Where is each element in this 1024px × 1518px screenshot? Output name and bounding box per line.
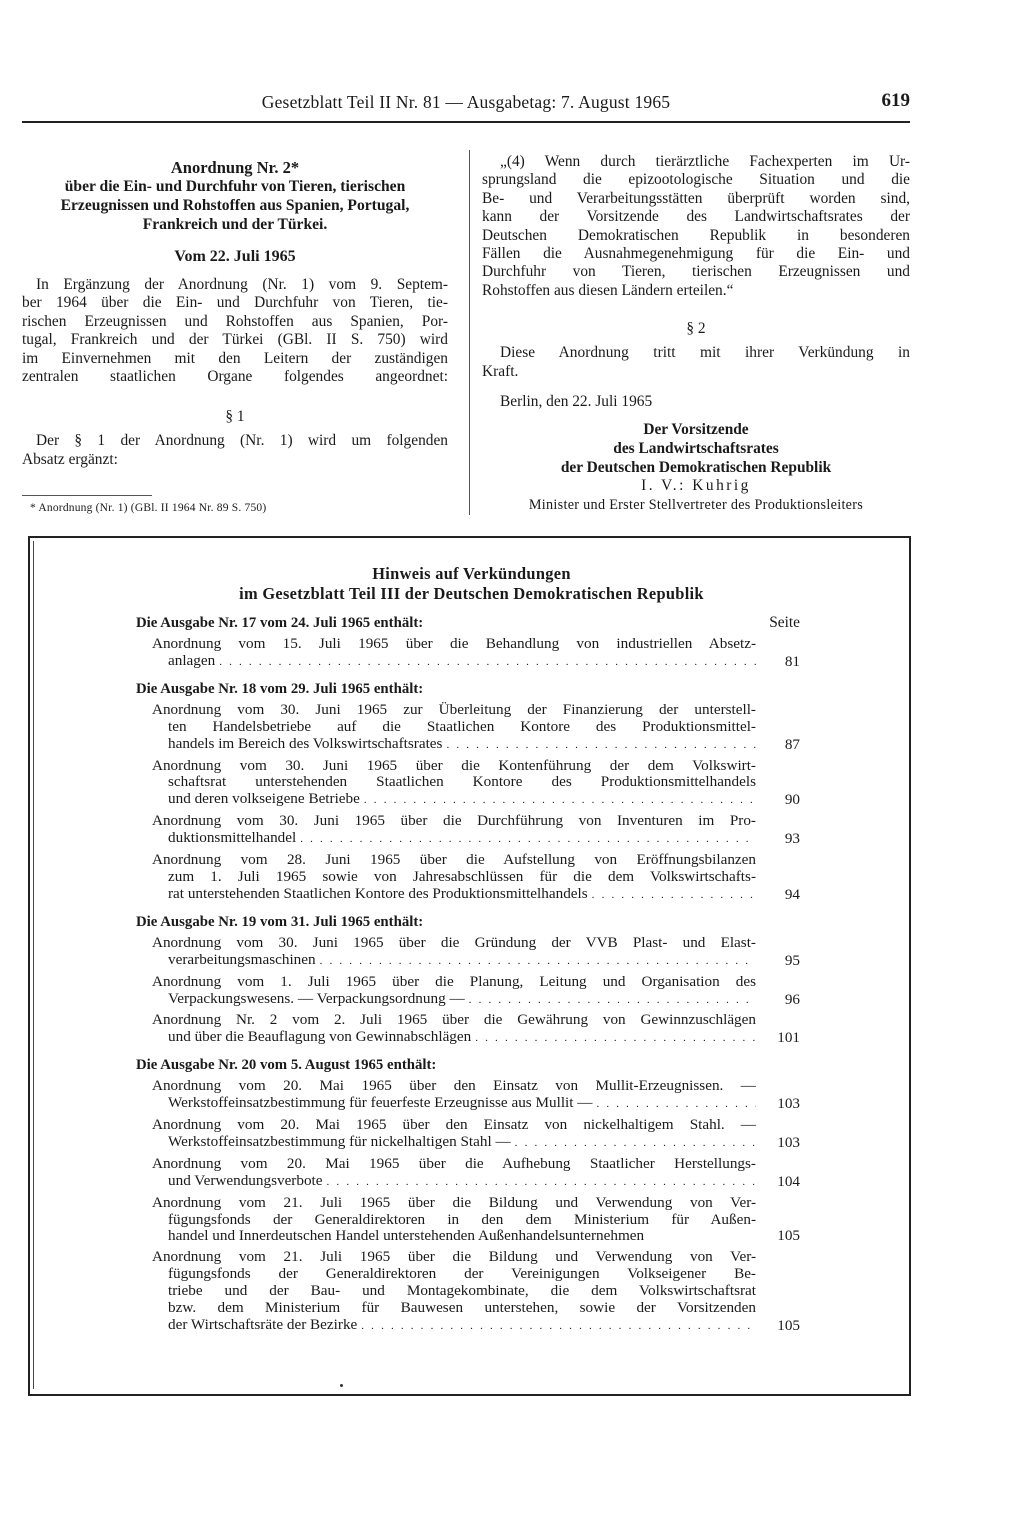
issue-heading-text: Die Ausgabe Nr. 19 vom 31. Juli 1965 enthält: — [136, 913, 424, 930]
signatory-name: I. V.: Kuhrig — [641, 477, 751, 495]
quote-line: Durchfuhr von Tieren, tierischen Erzeugnissen und — [482, 263, 910, 281]
notice-title-line: Hinweis auf Verkündungen — [372, 564, 571, 583]
entry-last-line — [152, 653, 756, 671]
signature-block — [482, 421, 910, 514]
entry-line: Anordnung vom 15. Juli 1965 über die Behandlung von industriellen Absetz- — [152, 635, 756, 652]
intro-line: ber 1964 über die Ein- und Durchfuhr von Tieren, tie- — [22, 294, 448, 312]
dot-leader — [215, 653, 756, 671]
left-column — [22, 158, 448, 514]
entry-line: Anordnung vom 20. Mai 1965 über den Einsatz von Mullit-Erzeugnissen. — — [152, 1077, 756, 1095]
signatory-title: Minister und Erster Stellvertreter des Produktionsleiters — [528, 496, 864, 513]
section-1-heading: § 1 — [225, 408, 245, 426]
publication-notice-box — [28, 536, 911, 1396]
entry-last-line — [152, 1029, 756, 1047]
dot-leader — [357, 1317, 756, 1335]
publication-entry — [152, 1078, 800, 1113]
entry-line: der Wirtschaftsräte der Bezirke — [168, 1316, 358, 1333]
entry-page-number: 105 — [777, 1317, 800, 1334]
entry-line: bzw. dem Ministerium für Bauwesen unterstehen, sowie der Vorsitzenden — [168, 1299, 756, 1317]
entry-line: fügungsfonds der Generaldirektoren in den dem Ministerium für Außen- — [168, 1210, 756, 1228]
entry-page-number: 104 — [777, 1172, 800, 1190]
entry-page-number: 90 — [784, 791, 800, 809]
entry-page-number: 94 — [784, 885, 800, 903]
signature-line: der Deutschen Demokratischen Republik — [560, 458, 832, 476]
entry-line: handels im Bereich des Volkswirtschaftsrates — [168, 734, 443, 752]
dot-leader — [588, 886, 756, 904]
box-inner-rule — [33, 541, 34, 1389]
intro-line: In Ergänzung der Anordnung (Nr. 1) vom 9. Septem- — [36, 276, 448, 293]
entry-line: Anordnung vom 20. Mai 1965 über die Aufhebung Staatlicher Herstellungs- — [152, 1154, 756, 1172]
entry-line: triebe und der Bau- und Montagekombinate, die dem Volkswirtschaftsrat — [168, 1282, 756, 1300]
quoted-paragraph — [482, 153, 910, 300]
column-divider — [469, 150, 470, 515]
publication-entry — [152, 1117, 800, 1152]
ordinance-date: Vom 22. Juli 1965 — [174, 248, 296, 265]
entry-last-line — [152, 1317, 756, 1335]
dot-leader — [442, 736, 756, 754]
ordinance-title-line: Anordnung Nr. 2* — [170, 158, 300, 177]
entry-line: Anordnung Nr. 2 vom 2. Juli 1965 über die Gewährung von Gewinnzuschlägen — [152, 1011, 756, 1029]
footnote: * Anordnung (Nr. 1) (GBl. II 1964 Nr. 89 S. 750) — [30, 502, 267, 515]
entry-page-number: 105 — [777, 1227, 800, 1245]
publication-entry — [152, 702, 800, 754]
publication-list — [136, 614, 800, 1335]
publication-entry — [152, 1195, 800, 1246]
intro-paragraph — [22, 276, 448, 386]
entry-page-number: 103 — [777, 1133, 800, 1151]
entry-line: duktionsmittelhandel — [168, 829, 297, 847]
publication-entry — [152, 935, 800, 970]
publication-entry — [152, 636, 800, 671]
entry-line: anlagen — [168, 651, 216, 669]
signature-line: des Landwirtschaftsrates — [613, 440, 779, 458]
entry-page-number: 96 — [784, 990, 800, 1008]
intro-line: zentralen staatlichen Organe folgendes angeordnet: — [22, 368, 448, 386]
intro-line: rischen Erzeugnissen und Rohstoffen aus Spanien, Por- — [22, 312, 448, 330]
page-number: 619 — [881, 90, 910, 111]
quote-line: Fällen die Ausnahmegenehmigung für die Ein- und — [482, 245, 910, 263]
entry-line: Anordnung vom 30. Juni 1965 zur Überleitung der Finanzierung der unterstell- — [152, 700, 756, 718]
quote-line: „(4) Wenn durch tierärztliche Fachexperten im Ur- — [500, 153, 910, 170]
section-1-line: Absatz ergänzt: — [22, 450, 118, 468]
dot-leader — [296, 830, 756, 848]
entry-last-line — [152, 1095, 756, 1113]
entry-line: Werkstoffeinsatzbestimmung für feuerfeste Erzeugnisse aus Mullit — — [168, 1094, 593, 1112]
publication-entry — [152, 758, 800, 810]
dot-leader — [471, 1029, 756, 1047]
entry-last-line — [152, 736, 756, 754]
running-title: Gesetzblatt Teil II Nr. 81 — Ausgabetag: 7. August 1965 — [261, 92, 671, 112]
entry-line: ten Handelsbetriebe auf die Staatlichen Kontore des Produktionsmittel- — [168, 717, 756, 735]
print-speck — [340, 1384, 343, 1387]
entry-page-number: 103 — [777, 1095, 800, 1113]
entry-last-line — [152, 791, 756, 809]
entry-page-number: 87 — [784, 735, 800, 753]
dot-leader — [592, 1095, 756, 1113]
entry-line: handel und Innerdeutschen Handel unterstehenden Außenhandelsunternehmen — [168, 1227, 645, 1245]
entry-line: Anordnung vom 30. Juni 1965 über die Durchführung von Inventuren im Pro- — [152, 812, 756, 830]
entry-line: und Verwendungsverbote — [168, 1171, 323, 1189]
place-date: Berlin, den 22. Juli 1965 — [500, 393, 653, 411]
entry-line: zum 1. Juli 1965 sowie von Jahresabschlüssen für die dem Volkswirtschafts- — [168, 867, 756, 885]
ordinance-title-line: Frankreich und der Türkei. — [142, 216, 328, 233]
publication-entry — [152, 974, 800, 1009]
quote-line: sprungsland die epizootologische Situation und die — [482, 171, 910, 189]
issue-heading-text: Die Ausgabe Nr. 18 vom 29. Juli 1965 enthält: — [136, 680, 424, 697]
entry-line: Anordnung vom 30. Juni 1965 über die Kontenführung der dem Volkswirt- — [152, 756, 756, 774]
entry-line: Werkstoffeinsatzbestimmung für nickelhaltigen Stahl — — [168, 1132, 511, 1150]
section-2-line: Diese Anordnung tritt mit ihrer Verkündung in — [500, 344, 910, 362]
issue-heading-text: Die Ausgabe Nr. 17 vom 24. Juli 1965 enthält: — [136, 615, 424, 631]
issue-heading-text: Die Ausgabe Nr. 20 vom 5. August 1965 enthält: — [136, 1057, 437, 1074]
entry-line: rat unterstehenden Staatlichen Kontore des Produktionsmittelhandels — [168, 884, 588, 902]
dot-leader — [511, 1134, 756, 1152]
notice-title-line: im Gesetzblatt Teil III der Deutschen Demokratischen Republik — [239, 584, 704, 603]
entry-line: verarbeitungsmaschinen — [168, 950, 316, 968]
issue-heading — [136, 913, 800, 931]
section-2-text — [482, 344, 910, 381]
publication-entry — [152, 1012, 800, 1047]
publication-entry — [152, 813, 800, 848]
section-2-heading: § 2 — [686, 320, 706, 338]
entry-last-line — [152, 952, 756, 970]
entry-line: Anordnung vom 1. Juli 1965 über die Planung, Leitung und Organisation des — [152, 972, 756, 990]
quote-line: Rohstoffen aus diesen Ländern erteilen.“ — [482, 281, 734, 299]
section-1-text — [22, 432, 448, 469]
entry-line: Anordnung vom 30. Juni 1965 über die Gründung der VVB Plast- und Elast- — [152, 933, 756, 951]
page-column-label: Seite — [769, 614, 800, 631]
entry-last-line — [152, 1228, 756, 1245]
dot-leader — [323, 1173, 756, 1191]
entry-page-number: 101 — [777, 1029, 800, 1047]
publication-entry — [152, 1249, 800, 1335]
dot-leader — [465, 991, 756, 1009]
running-header — [22, 88, 910, 124]
intro-line: im Einvernehmen mit den Leitern der zuständigen — [22, 349, 448, 367]
entry-last-line — [152, 1134, 756, 1152]
entry-line: Verpackungswesens. — Verpackungsordnung — — [168, 989, 465, 1007]
intro-line: tugal, Frankreich und der Türkei (GBl. II S. 750) wird — [22, 331, 448, 349]
dot-leader — [360, 791, 756, 809]
issue-heading — [136, 1056, 800, 1074]
quote-line: Be- und Verarbeitungsstätten überprüft worden sind, — [482, 189, 910, 207]
section-2-line: Kraft. — [482, 362, 519, 380]
entry-last-line — [152, 1173, 756, 1191]
notice-title — [30, 564, 913, 604]
entry-line: schaftsrat unterstehenden Staatlichen Kontore des Produktionsmittelhandels — [168, 773, 756, 791]
entry-page-number: 81 — [784, 652, 800, 670]
entry-line: Anordnung vom 21. Juli 1965 über die Bildung und Verwendung von Ver- — [152, 1193, 756, 1211]
signature-line: Der Vorsitzende — [643, 421, 749, 439]
ordinance-title-line: über die Ein- und Durchfuhr von Tieren, tierischen — [64, 178, 406, 195]
right-column — [482, 153, 910, 514]
entry-line: fügungsfonds der Generaldirektoren der Vereinigungen Volkseigener Be- — [168, 1265, 756, 1283]
entry-line: Anordnung vom 21. Juli 1965 über die Bildung und Verwendung von Ver- — [152, 1248, 756, 1266]
entry-last-line — [152, 830, 756, 848]
entry-line: Anordnung vom 28. Juni 1965 über die Aufstellung von Eröffnungsbilanzen — [152, 851, 756, 869]
entry-page-number: 95 — [784, 951, 800, 969]
entry-last-line — [152, 991, 756, 1009]
entry-line: und deren volkseigene Betriebe — [168, 790, 360, 808]
quote-line: kann der Vorsitzende des Landwirtschaftsrates der — [482, 208, 910, 226]
ordinance-title — [22, 158, 448, 234]
issue-heading — [136, 614, 800, 632]
entry-line: und über die Beauflagung von Gewinnabschlägen — [168, 1028, 472, 1046]
dot-leader — [316, 952, 756, 970]
issue-heading — [136, 680, 800, 698]
entry-page-number: 93 — [784, 830, 800, 848]
ordinance-title-line: Erzeugnissen und Rohstoffen aus Spanien, Portugal, — [60, 197, 410, 214]
header-rule — [22, 121, 910, 123]
entry-line: Anordnung vom 20. Mai 1965 über den Einsatz von nickelhaltigem Stahl. — — [152, 1116, 756, 1134]
quote-line: Deutschen Demokratischen Republik in besonderen — [482, 226, 910, 244]
publication-entry — [152, 1156, 800, 1191]
footnote-rule — [22, 495, 152, 496]
entry-last-line — [152, 886, 756, 904]
publication-entry — [152, 852, 800, 904]
section-1-line: Der § 1 der Anordnung (Nr. 1) wird um folgenden — [36, 432, 448, 450]
